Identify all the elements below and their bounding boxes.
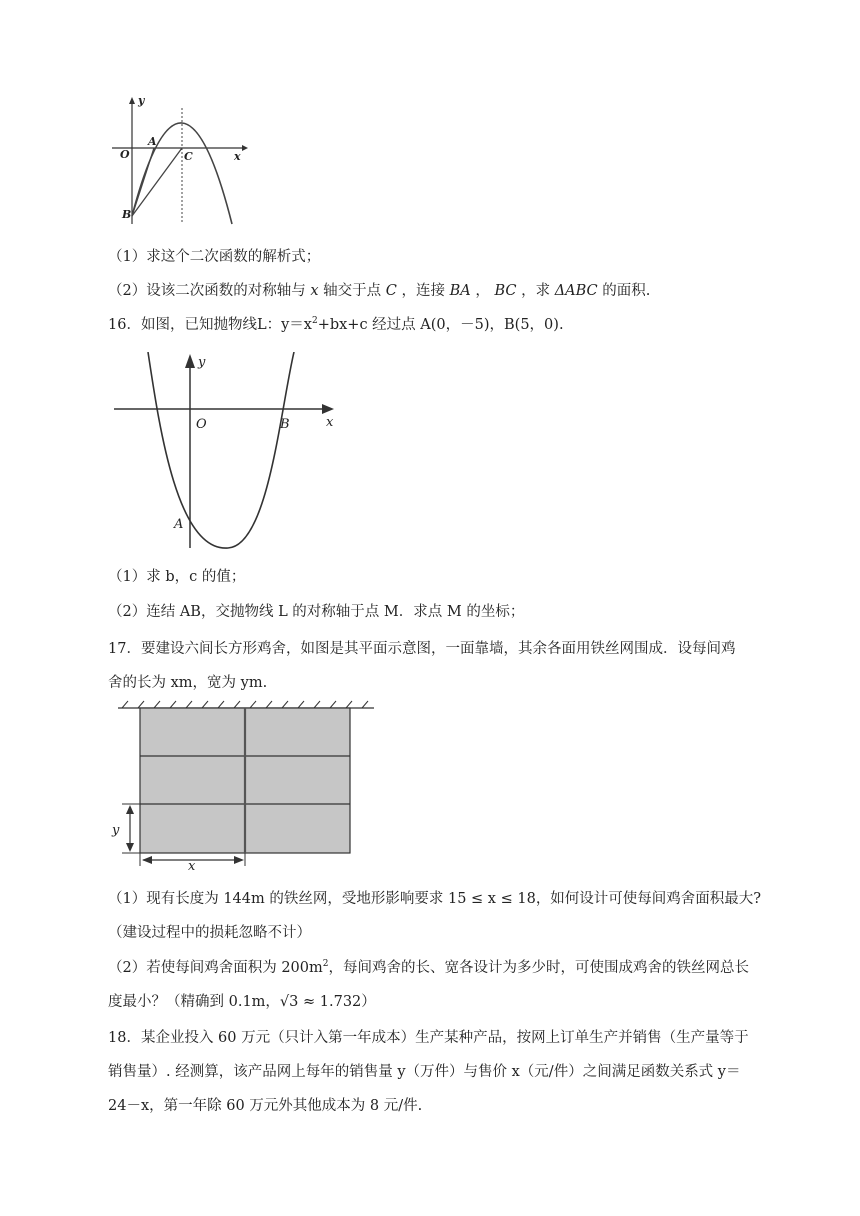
q15-part2: （2）设该二次函数的对称轴与 x 轴交于点 C ，连接 BA ， BC ，求 ΔABC 的面积.: [108, 283, 651, 299]
q17-part1: （1）现有长度为 144m 的铁丝网，受地形影响要求 15 ≤ x ≤ 18，如何设计可使每间鸡舍面积最大?: [108, 891, 762, 907]
q16-part2: （2）连结 AB，交抛物线 L 的对称轴于点 M．求点 M 的坐标；: [108, 604, 525, 620]
chicken-coop-diagram: [108, 698, 378, 870]
y-dimension-label: y: [112, 823, 120, 838]
q17-part1-note: （建设过程中的损耗忽略不计）: [108, 925, 311, 941]
x-dimension-label: x: [188, 859, 196, 870]
q17-stem-line2: 舍的长为 xm，宽为 ym.: [108, 675, 268, 691]
point-a-label-16: A: [174, 517, 184, 532]
point-a-label: A: [148, 135, 157, 148]
origin-label-16: O: [196, 417, 207, 432]
q15-part1: （1）求这个二次函数的解析式；: [108, 249, 321, 265]
y-axis-label: y: [138, 94, 145, 107]
point-c-label: C: [184, 150, 193, 163]
q16-part1: （1）求 b，c 的值；: [108, 569, 246, 585]
y-axis-label-16: y: [198, 355, 206, 370]
q17-stem-line1: 17．要建设六间长方形鸡舍，如图是其平面示意图，一面靠墙，其余各面用铁丝网围成．设每间鸡: [108, 641, 736, 657]
q18-line3: 24－x，第一年除 60 万元外其他成本为 8 元/件.: [108, 1098, 423, 1114]
parabola-figure-16: [108, 352, 343, 552]
origin-label: O: [120, 148, 130, 161]
q18-line2: 销售量）. 经测算，该产品网上每年的销售量 y（万件）与售价 x（元/件）之间满足函数关系式 y＝: [108, 1064, 741, 1080]
parabola-figure-15: [108, 92, 248, 227]
x-axis-label-16: x: [326, 415, 334, 430]
q16-stem: 16．如图，已知抛物线L：$y=x^2+bx+c$ 经过点 A(0，－5)，B(5，0).: [108, 316, 564, 333]
point-b-label: B: [122, 208, 132, 221]
q17-part2-line1: （2）若使每间鸡舍面积为 $200m^2$，每间鸡舍的长、宽各设计为多少时，可使围成鸡舍的铁丝网总长: [108, 959, 749, 976]
x-axis-label: x: [234, 150, 241, 163]
point-b-label-16: B: [280, 417, 290, 432]
q18-line1: 18．某企业投入 60 万元（只计入第一年成本）生产某种产品，按网上订单生产并销售（生产量等于: [108, 1030, 749, 1046]
q17-part2-line2: 度最小？（精确到 0.1m，√3 ≈ 1.732）: [108, 994, 376, 1010]
